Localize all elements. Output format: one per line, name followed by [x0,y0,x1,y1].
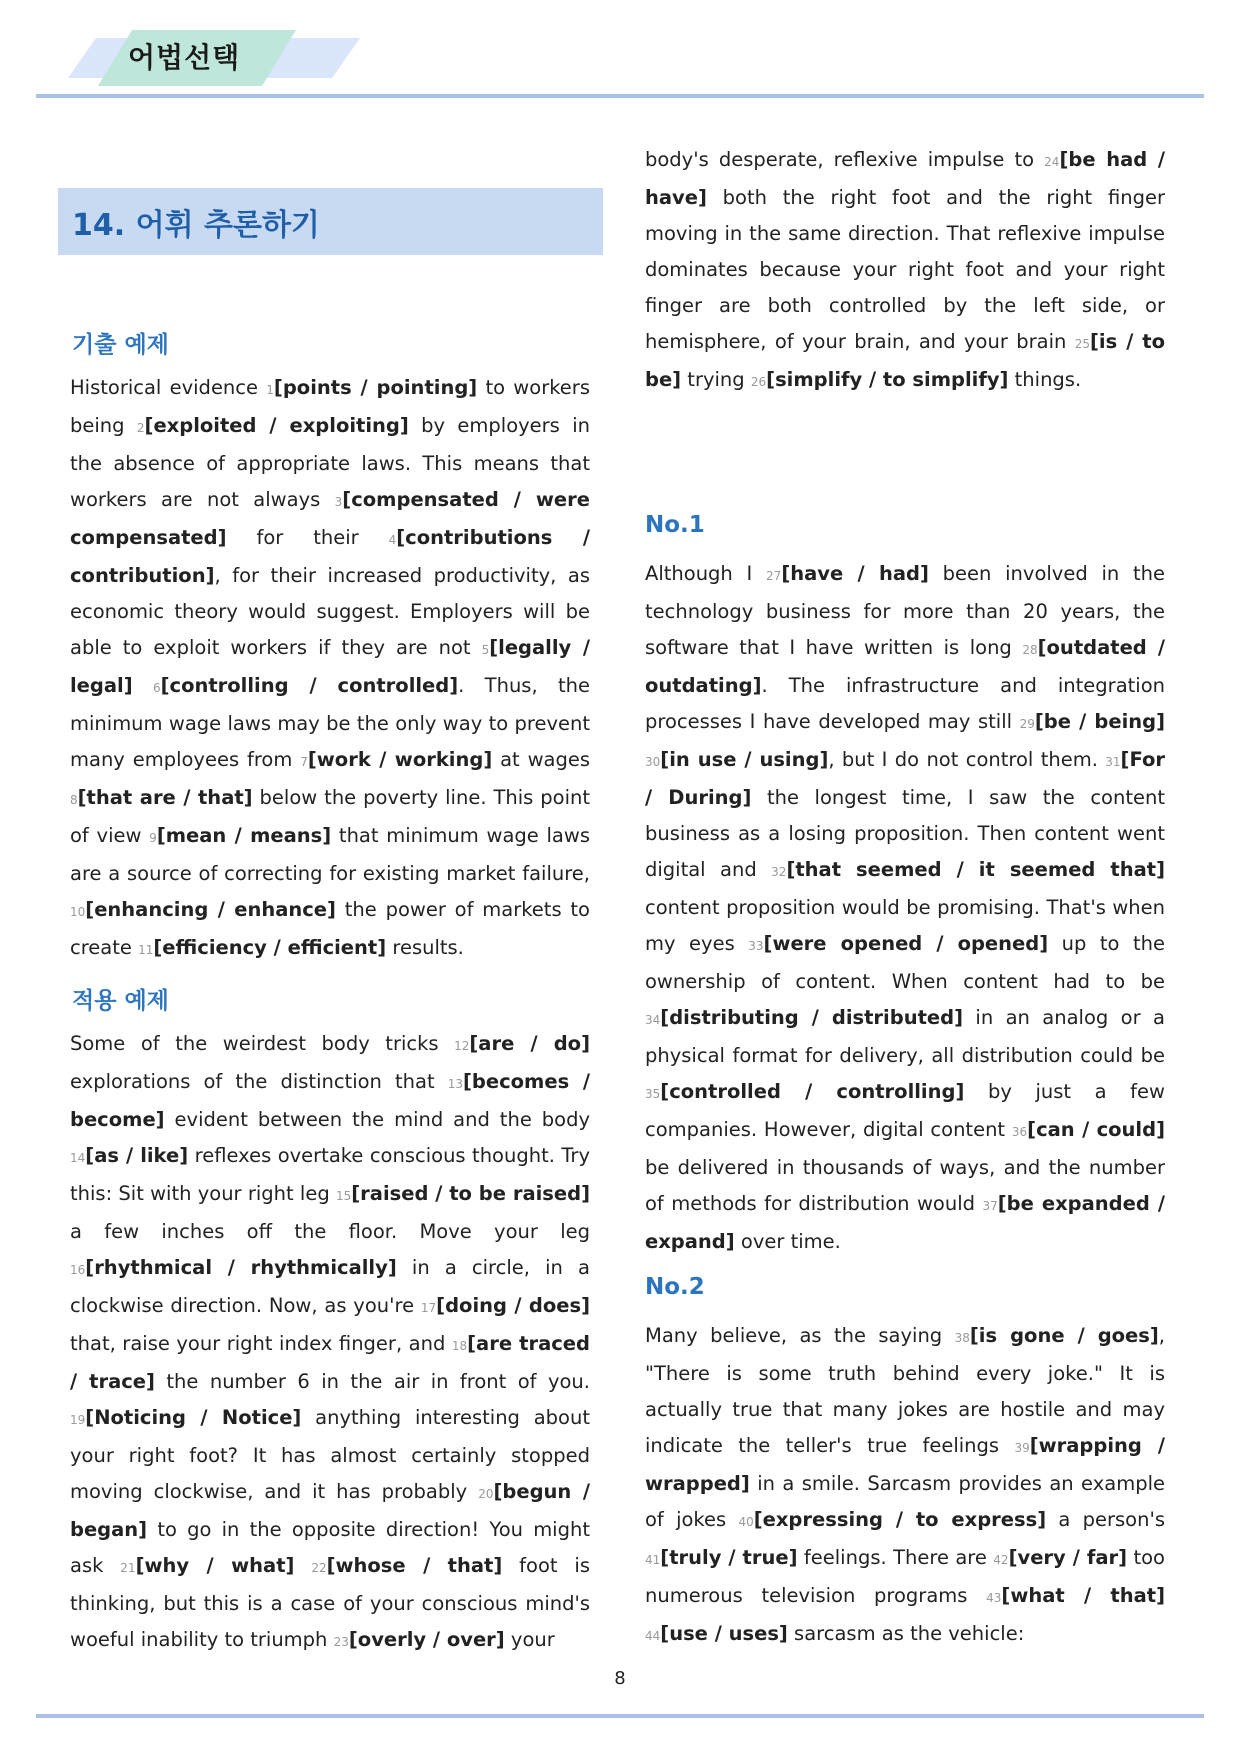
passage-text: Many believe, as the saying [645,1324,955,1347]
question-number: 25 [1074,337,1091,351]
answer-choice: [simplify / to simplify] [766,368,1009,391]
question-number: 4 [388,533,397,547]
passage-text: for their [226,526,389,549]
answer-choice: [that are / that] [77,786,253,809]
question-number: 33 [748,939,764,953]
question-number: 35 [645,1087,661,1101]
question-number: 8 [70,793,78,807]
passage-text: your [504,1628,555,1651]
question-number: 3 [334,495,343,509]
passage-text: be delivered in thousands of ways, and the number of methods for distribution would [645,1156,1165,1215]
question-number: 19 [70,1413,86,1427]
passage-text: body's desperate, reflexive impulse to [645,148,1045,171]
answer-choice: [raised / to be raised] [351,1182,590,1205]
passage-text: content proposition would be promising. That's when my eyes [645,896,1165,955]
question-number: 34 [645,1013,661,1027]
question-number: 29 [1019,717,1035,731]
answer-choice: [overly / over] [348,1628,505,1651]
question-number: 6 [152,681,161,695]
answer-choice: [wrapping / wrapped] [645,1434,1165,1495]
answer-choice: [very / far] [1008,1546,1128,1569]
passage-text: , "There is some truth behind every joke." It is actually true that many jokes are hostile and may indicate the teller's true feelings [645,1324,1165,1457]
answer-choice: [exploited / exploiting] [144,414,409,437]
passage-text: things. [1008,368,1082,391]
question-number: 7 [300,755,308,769]
passage-text: . Thus, the minimum wage laws may be the only way to prevent many employees from [70,674,590,771]
passage-text: at wages [492,748,591,771]
question-number: 32 [771,865,787,879]
answer-choice: [enhancing / enhance] [85,898,336,921]
paragraph-example [70,370,590,968]
passage-text: to go in the opposite direction! You might ask [70,1518,590,1577]
answer-choice: [legally / legal] [70,636,590,697]
passage-text: foot is thinking, but this is a case of your conscious mind's woeful inability to triumph [70,1554,590,1651]
passage-text: by just a few companies. However, digital content [645,1080,1165,1141]
passage-text: that minimum wage laws are a source of correcting for existing market failure, [70,824,590,885]
answer-choice: [truly / true] [660,1546,798,1569]
section-title: 14. 어휘 추론하기 [72,208,320,243]
question-number: 42 [993,1553,1009,1567]
passage-text: that, raise your right index finger, and [70,1332,452,1355]
answer-choice: [were opened / opened] [763,932,1049,955]
passage-text: reflexes overtake conscious thought. Try this: Sit with your right leg [70,1144,590,1205]
passage-text: , for their increased productivity, as economic theory would suggest. Employers will be able to exploit workers if they are not [70,564,590,659]
passage-text: in a circle, in a clockwise direction. Now, as you're [70,1256,590,1317]
answer-choice: [be / being] [1034,710,1166,733]
question-number: 28 [1022,643,1038,657]
paragraph-no2 [645,1318,1165,1654]
paragraph-apply [70,1026,590,1660]
header-title: 어법선택 [128,41,241,74]
passage-text: anything interesting about your right foot? It has almost certainly stopped moving clockwise, and it has probably [70,1406,590,1503]
answer-choice: [work / working] [307,748,493,771]
question-number: 43 [986,1591,1002,1605]
question-number: 23 [333,1635,349,1649]
paragraph-apply-continued [645,142,1165,400]
question-number: 37 [982,1199,998,1213]
passage-text: below the poverty line. This point of view [70,786,590,847]
footer-rule [36,1714,1204,1718]
no1-heading: No.1 [645,512,705,538]
answer-choice: [be had / have] [645,148,1166,209]
question-number: 24 [1044,155,1060,169]
answer-choice: [distributing / distributed] [660,1006,963,1029]
question-number: 31 [1105,755,1121,769]
question-number: 36 [1011,1125,1028,1139]
question-number: 5 [481,643,490,657]
answer-choice: [is / to be] [645,330,1166,391]
passage-text: feelings. There are [797,1546,994,1569]
question-number: 26 [750,375,767,389]
passage-text: Some of the weirdest body tricks [70,1032,455,1055]
question-number: 14 [70,1151,86,1165]
answer-choice: [becomes / become] [70,1070,590,1131]
question-number: 16 [70,1263,86,1277]
answer-choice: [rhythmical / rhythmically] [85,1256,397,1279]
passage-text: up to the ownership of content. When content had to be [645,932,1165,993]
passage-text: in a smile. Sarcasm provides an example of jokes [645,1472,1165,1531]
paragraph-no1 [645,556,1165,1260]
question-number: 40 [738,1515,754,1529]
question-number: 20 [478,1487,494,1501]
passage-text: both the right foot and the right finger moving in the same direction. That reflexive impulse dominates because your right foot and your right finger are both controlled by the left side, or hemisphere, of your brain, and your brain [645,186,1165,353]
answer-choice: [use / uses] [660,1622,788,1645]
answer-choice: [points / pointing] [273,376,478,399]
passage-text: a few inches off the floor. Move your leg [70,1220,590,1243]
question-number: 17 [420,1301,437,1315]
question-number: 11 [138,943,154,957]
question-number: 27 [766,569,782,583]
passage-text: . The infrastructure and integration processes I have developed may still [645,674,1165,733]
passage-text: in an analog or a physical format for delivery, all distribution could be [645,1006,1165,1067]
answer-choice: [that seemed / it seemed that] [786,858,1165,881]
answer-choice: [mean / means] [156,824,332,847]
example-heading: 기출 예제 [72,332,169,358]
passage-text: trying [681,368,751,391]
answer-choice: [contributions / contribution] [70,526,590,587]
answer-choice: [controlled / controlling] [660,1080,965,1103]
header-rule [36,94,1204,98]
passage-text: Although I [645,562,767,585]
answer-choice: [doing / does] [436,1294,590,1317]
question-number: 30 [645,755,661,769]
no2-heading: No.2 [645,1274,705,1300]
question-number: 21 [120,1561,136,1575]
question-number: 10 [70,905,86,919]
passage-text [294,1554,311,1577]
answer-choice: [are / do] [469,1032,590,1055]
passage-text: a person's [1046,1508,1165,1531]
answer-choice: [in use / using] [660,748,829,771]
passage-text: , but I do not control them. [828,748,1106,771]
answer-choice: [is gone / goes] [969,1324,1159,1347]
passage-text: to workers being [70,376,590,437]
answer-choice: [For / During] [645,748,1165,809]
passage-text: been involved in the technology business for more than 20 years, the software that I have written is long [645,562,1165,659]
passage-text: evident between the mind and the body [164,1108,590,1131]
question-number: 44 [645,1629,661,1643]
answer-choice: [begun / began] [70,1480,590,1541]
passage-text: by employers in the absence of appropriate laws. This means that workers are not always [70,414,590,511]
answer-choice: [expressing / to express] [753,1508,1047,1531]
passage-text: sarcasm as the vehicle: [787,1622,1025,1645]
passage-text: results. [386,936,464,959]
answer-choice: [efficiency / efficient] [153,936,387,959]
apply-heading: 적용 예제 [72,988,169,1014]
answer-choice: [can / could] [1027,1118,1165,1141]
question-number: 9 [149,831,157,845]
answer-choice: [Noticing / Notice] [85,1406,302,1429]
question-number: 13 [447,1077,463,1091]
answer-choice: [outdated / outdating] [645,636,1166,697]
answer-choice: [why / what] [135,1554,295,1577]
answer-choice: [what / that] [1001,1584,1165,1607]
passage-text: Historical evidence [70,376,267,399]
question-number: 1 [266,383,274,397]
answer-choice: [compensated / were compensated] [70,488,590,549]
passage-text [133,674,153,697]
question-number: 2 [136,421,145,435]
passage-text: the longest time, I saw the content business as a losing proposition. Then content went digital and [645,786,1165,881]
passage-text: the number 6 in the air in front of you. [154,1370,590,1393]
answer-choice: [as / like] [85,1144,189,1167]
question-number: 39 [1014,1441,1030,1455]
question-number: 12 [454,1039,470,1053]
page-number: 8 [614,1668,626,1689]
question-number: 38 [954,1331,970,1345]
passage-text: over time. [734,1230,841,1253]
answer-choice: [be expanded / expand] [645,1192,1165,1253]
answer-choice: [controlling / controlled] [160,674,459,697]
answer-choice: [have / had] [781,562,929,585]
answer-choice: [whose / that] [326,1554,503,1577]
question-number: 22 [311,1561,327,1575]
question-number: 18 [451,1339,468,1353]
passage-text: explorations of the distinction that [70,1070,448,1093]
question-number: 41 [645,1553,661,1567]
passage-text: the power of markets to create [70,898,590,959]
answer-choice: [are traced / trace] [70,1332,590,1393]
question-number: 15 [335,1189,352,1203]
passage-text: too numerous television programs [645,1546,1165,1607]
